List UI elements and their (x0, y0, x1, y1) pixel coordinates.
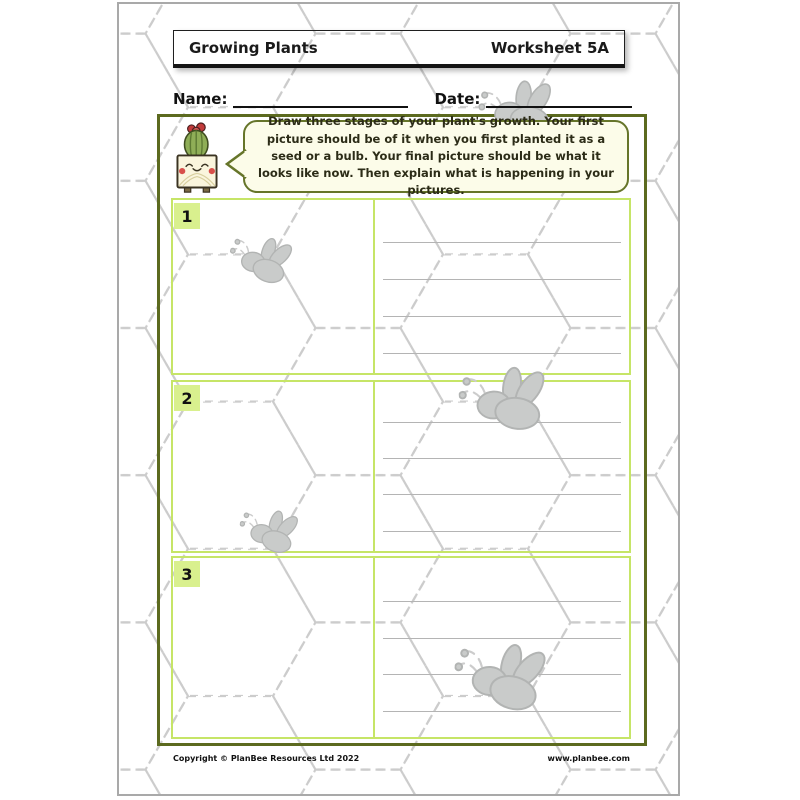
section-1-writing-area[interactable] (375, 200, 629, 373)
instruction-speech-bubble (243, 114, 629, 198)
instruction-text: Draw three stages of your plant's growth. Your first picture should be of it when you first planted it as a seed or a bulb. Your final picture should be what it looks like now. Then explain what is happening in your pictures. (258, 114, 614, 198)
date-input-line[interactable] (486, 90, 632, 108)
section-2-number-badge: 2 (174, 385, 200, 411)
cactus-character-icon (172, 115, 222, 199)
bee-silhouette (452, 639, 557, 718)
writing-line (383, 601, 621, 602)
page-title: Growing Plants (189, 38, 318, 57)
writing-line (383, 494, 621, 495)
section-3-number-badge: 3 (174, 561, 200, 587)
writing-line (383, 316, 621, 317)
section-1-number-badge: 1 (174, 203, 200, 229)
writing-line (383, 353, 621, 354)
speech-bubble-tail (225, 148, 247, 180)
worksheet-page (117, 2, 680, 796)
name-input-line[interactable] (233, 90, 408, 108)
bee-silhouette (226, 232, 300, 290)
writing-line (383, 458, 621, 459)
writing-line (383, 242, 621, 243)
writing-line (383, 531, 621, 532)
section-3-row (171, 556, 631, 739)
bee-silhouette (457, 364, 556, 438)
page-footer (173, 754, 630, 763)
copyright-text: Copyright © PlanBee Resources Ltd 2022 (173, 754, 360, 763)
writing-line (383, 638, 621, 639)
website-link[interactable]: www.planbee.com (547, 754, 630, 763)
name-date-row (173, 86, 680, 108)
section-3-drawing-area[interactable] (173, 558, 373, 737)
date-label: Date: (434, 90, 481, 108)
bee-silhouette (237, 506, 305, 558)
header-title-box (173, 30, 625, 68)
name-label: Name: (173, 90, 228, 108)
writing-line (383, 279, 621, 280)
worksheet-number-label: Worksheet 5A (490, 38, 609, 57)
section-1-row (171, 198, 631, 375)
